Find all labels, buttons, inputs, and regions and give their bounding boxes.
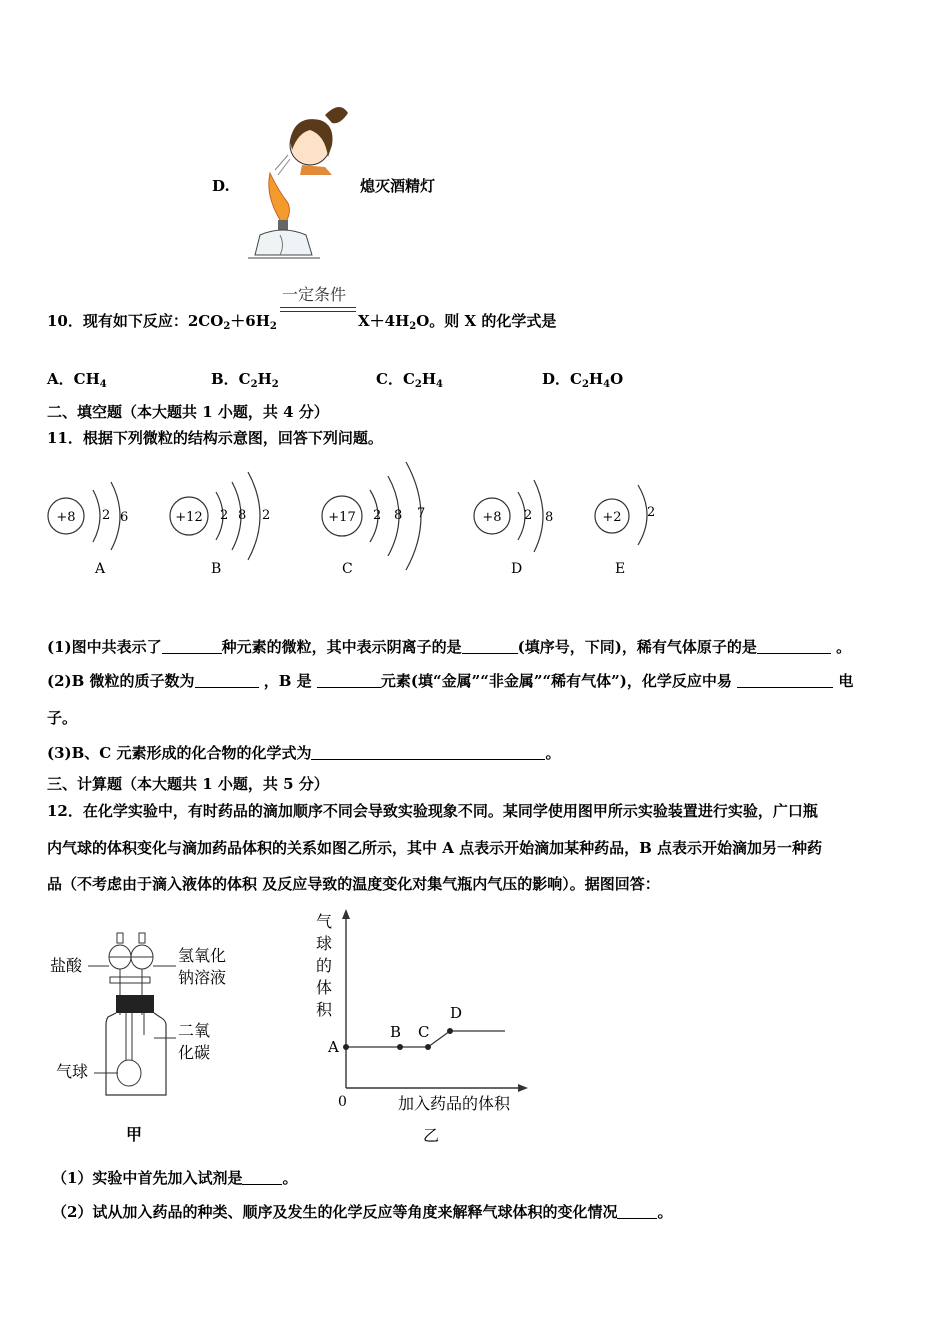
- reaction-arrow: [280, 307, 356, 312]
- point-a-label: A: [328, 1038, 339, 1056]
- point-a: [343, 1044, 349, 1050]
- nucleus-label: +8: [56, 510, 76, 525]
- figure-caption: 乙: [423, 1126, 440, 1145]
- x-axis-label: 加入药品的体积: [398, 1094, 511, 1113]
- shell-electrons: 2: [373, 508, 382, 523]
- section2-heading: 二、填空题（本大题共 1 小题，共 4 分）: [47, 403, 329, 421]
- naoh-label: 钠溶液: [178, 968, 227, 987]
- q11-part1: (1)图中共表示了 种元素的微粒，其中表示阴离子的是 (填序号，下同)，稀有气体原子的是 。: [47, 638, 852, 656]
- section3-heading: 三、计算题（本大题共 1 小题，共 5 分）: [47, 775, 329, 793]
- q10-option-a[interactable]: A．$CH_4$: [47, 370, 107, 390]
- q12-line2: 内气球的体积变化与滴加药品体积的关系如图乙所示，其中 A 点表示开始滴加某种药品，B 点表示开始滴加另一种药: [47, 839, 822, 857]
- y-axis-label: 球: [316, 934, 333, 953]
- balloon-volume-graph: [310, 905, 540, 1150]
- nucleus-label: +2: [602, 510, 622, 525]
- answer-blank[interactable]: [737, 673, 833, 688]
- balloon-label: 气球: [56, 1062, 89, 1081]
- answer-blank[interactable]: [317, 673, 381, 688]
- shell-electrons: 7: [417, 506, 426, 521]
- answer-blank[interactable]: [242, 1170, 282, 1185]
- q11-part3: (3)B、C 元素形成的化合物的化学式为 。: [47, 744, 561, 762]
- q12-part2: （2）试从加入药品的种类、顺序及发生的化学反应等角度来解释气球体积的变化情况 。: [52, 1203, 673, 1221]
- shell-electrons: 2: [647, 505, 656, 520]
- shell-electrons: 8: [394, 508, 403, 523]
- point-d: [447, 1028, 453, 1034]
- atom-diagram-b: [168, 470, 288, 580]
- point-c: [425, 1044, 431, 1050]
- nucleus-label: +17: [328, 510, 356, 525]
- point-d-label: D: [450, 1004, 463, 1022]
- particle-label: D: [511, 561, 523, 577]
- answer-blank[interactable]: [311, 745, 545, 760]
- answer-blank[interactable]: [617, 1204, 657, 1219]
- q11-part2-cont: 子。: [47, 709, 78, 727]
- figure-caption: 甲: [126, 1125, 143, 1144]
- particle-label: A: [95, 561, 106, 577]
- nucleus-label: +8: [482, 510, 502, 525]
- q12-line1: 12．在化学实验中，有时药品的滴加顺序不同会导致实验现象不同。某同学使用图甲所示实验装置进行实验，广口瓶: [47, 802, 818, 820]
- particle-label: B: [211, 561, 222, 577]
- q10-option-b[interactable]: B．$C_2H_2$: [211, 370, 279, 390]
- q12-line3: 品（不考虑由于滴入液体的体积 及反应导致的温度变化对集气瓶内气压的影响）。据图回答：: [47, 875, 660, 893]
- y-axis-label: 体: [316, 978, 333, 997]
- wide-mouth-bottle: [106, 1013, 166, 1095]
- shell-electrons: 2: [262, 508, 271, 523]
- y-axis-label: 气: [316, 912, 333, 931]
- naoh-label: 氢氧化: [178, 946, 227, 965]
- particle-label: E: [615, 561, 626, 577]
- q10-stem-right: $X+4H_2O$。则 X 的化学式是: [358, 312, 557, 332]
- y-axis-label: 积: [316, 1000, 333, 1019]
- y-axis-label: 的: [316, 956, 333, 975]
- shell-electrons: 6: [120, 510, 129, 525]
- apparatus-diagram: [48, 925, 248, 1150]
- nucleus-label: +12: [175, 510, 203, 525]
- shell-electrons: 2: [102, 508, 111, 523]
- co2-label: 二氧: [178, 1021, 211, 1040]
- q10-option-c[interactable]: C．$C_2H_4$: [376, 370, 444, 390]
- point-b: [397, 1044, 403, 1050]
- atom-diagram-e: [594, 475, 674, 580]
- q11-stem: 11．根据下列微粒的结构示意图，回答下列问题。: [47, 429, 383, 447]
- flame: [269, 173, 290, 223]
- extinguish-lamp-illustration: [240, 95, 360, 265]
- q11-part2: (2)B 微粒的质子数为 ，B 是 元素(填“金属”“非金属”“稀有气体”)，化学反应中易 电: [47, 672, 854, 690]
- shell-electrons: 2: [524, 508, 533, 523]
- option-d-letter: D.: [212, 177, 230, 195]
- q12-part1: （1）实验中首先加入试剂是 。: [52, 1169, 298, 1187]
- point-c-label: C: [418, 1023, 430, 1041]
- q10-stem: 10．现有如下反应：$2CO_2+6H_2$: [47, 312, 277, 332]
- lamp-body: [255, 230, 312, 255]
- atom-diagram-d: [472, 470, 572, 580]
- option-d-text: 熄灭酒精灯: [360, 177, 436, 195]
- atom-diagram-a: [45, 480, 145, 580]
- point-b-label: B: [390, 1023, 402, 1041]
- q10-option-d[interactable]: D．$C_2H_4O$: [542, 370, 624, 390]
- reaction-condition: 一定条件: [282, 285, 347, 304]
- answer-blank[interactable]: [757, 639, 831, 654]
- particle-label: C: [342, 561, 353, 577]
- shell-electrons: 8: [238, 508, 247, 523]
- atom-diagram-c: [320, 460, 450, 580]
- balloon: [117, 1060, 141, 1086]
- hcl-label: 盐酸: [50, 956, 83, 975]
- shell-electrons: 2: [220, 508, 229, 523]
- answer-blank[interactable]: [162, 639, 222, 654]
- co2-label: 化碳: [178, 1043, 211, 1062]
- answer-blank[interactable]: [195, 673, 259, 688]
- origin-label: 0: [338, 1094, 347, 1110]
- shell-electrons: 8: [545, 510, 554, 525]
- answer-blank[interactable]: [462, 639, 518, 654]
